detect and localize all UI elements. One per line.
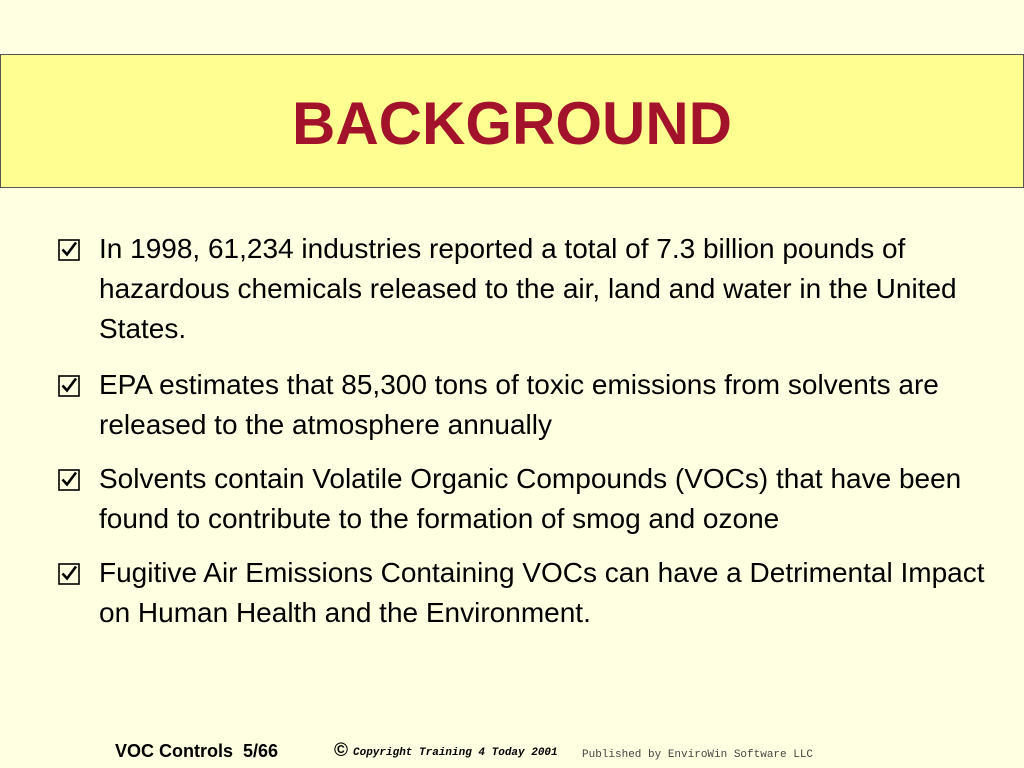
copyright-text: Copyright Training 4 Today 2001 bbox=[353, 747, 558, 759]
bullet-text: Fugitive Air Emissions Containing VOCs can have a Detrimental Impact on Human Health and the Environment. bbox=[99, 557, 985, 628]
checked-box-icon bbox=[58, 563, 80, 585]
checked-box-icon bbox=[58, 469, 80, 491]
checked-box-icon bbox=[58, 239, 80, 261]
bullet-item bbox=[58, 229, 998, 349]
bullet-item bbox=[58, 553, 998, 633]
slide-title: BACKGROUND bbox=[292, 89, 732, 157]
footer bbox=[0, 738, 1024, 766]
bullet-item bbox=[58, 365, 998, 445]
checked-box-icon bbox=[58, 375, 80, 397]
copyright-symbol: © bbox=[334, 740, 348, 761]
bullet-text: EPA estimates that 85,300 tons of toxic emissions from solvents are released to the atmosphere annually bbox=[99, 369, 939, 440]
bullet-list bbox=[58, 229, 998, 647]
publisher-text: Published by EnviroWin Software LLC bbox=[582, 749, 814, 761]
slide-number-label: VOC Controls 5/66 bbox=[115, 741, 279, 761]
bullet-text: In 1998, 61,234 industries reported a total of 7.3 billion pounds of hazardous chemicals released to the air, land and water in the United States. bbox=[99, 233, 957, 344]
title-banner bbox=[0, 54, 1024, 188]
bullet-item bbox=[58, 459, 998, 539]
bullet-text: Solvents contain Volatile Organic Compounds (VOCs) that have been found to contribute to the formation of smog and ozone bbox=[99, 463, 962, 534]
